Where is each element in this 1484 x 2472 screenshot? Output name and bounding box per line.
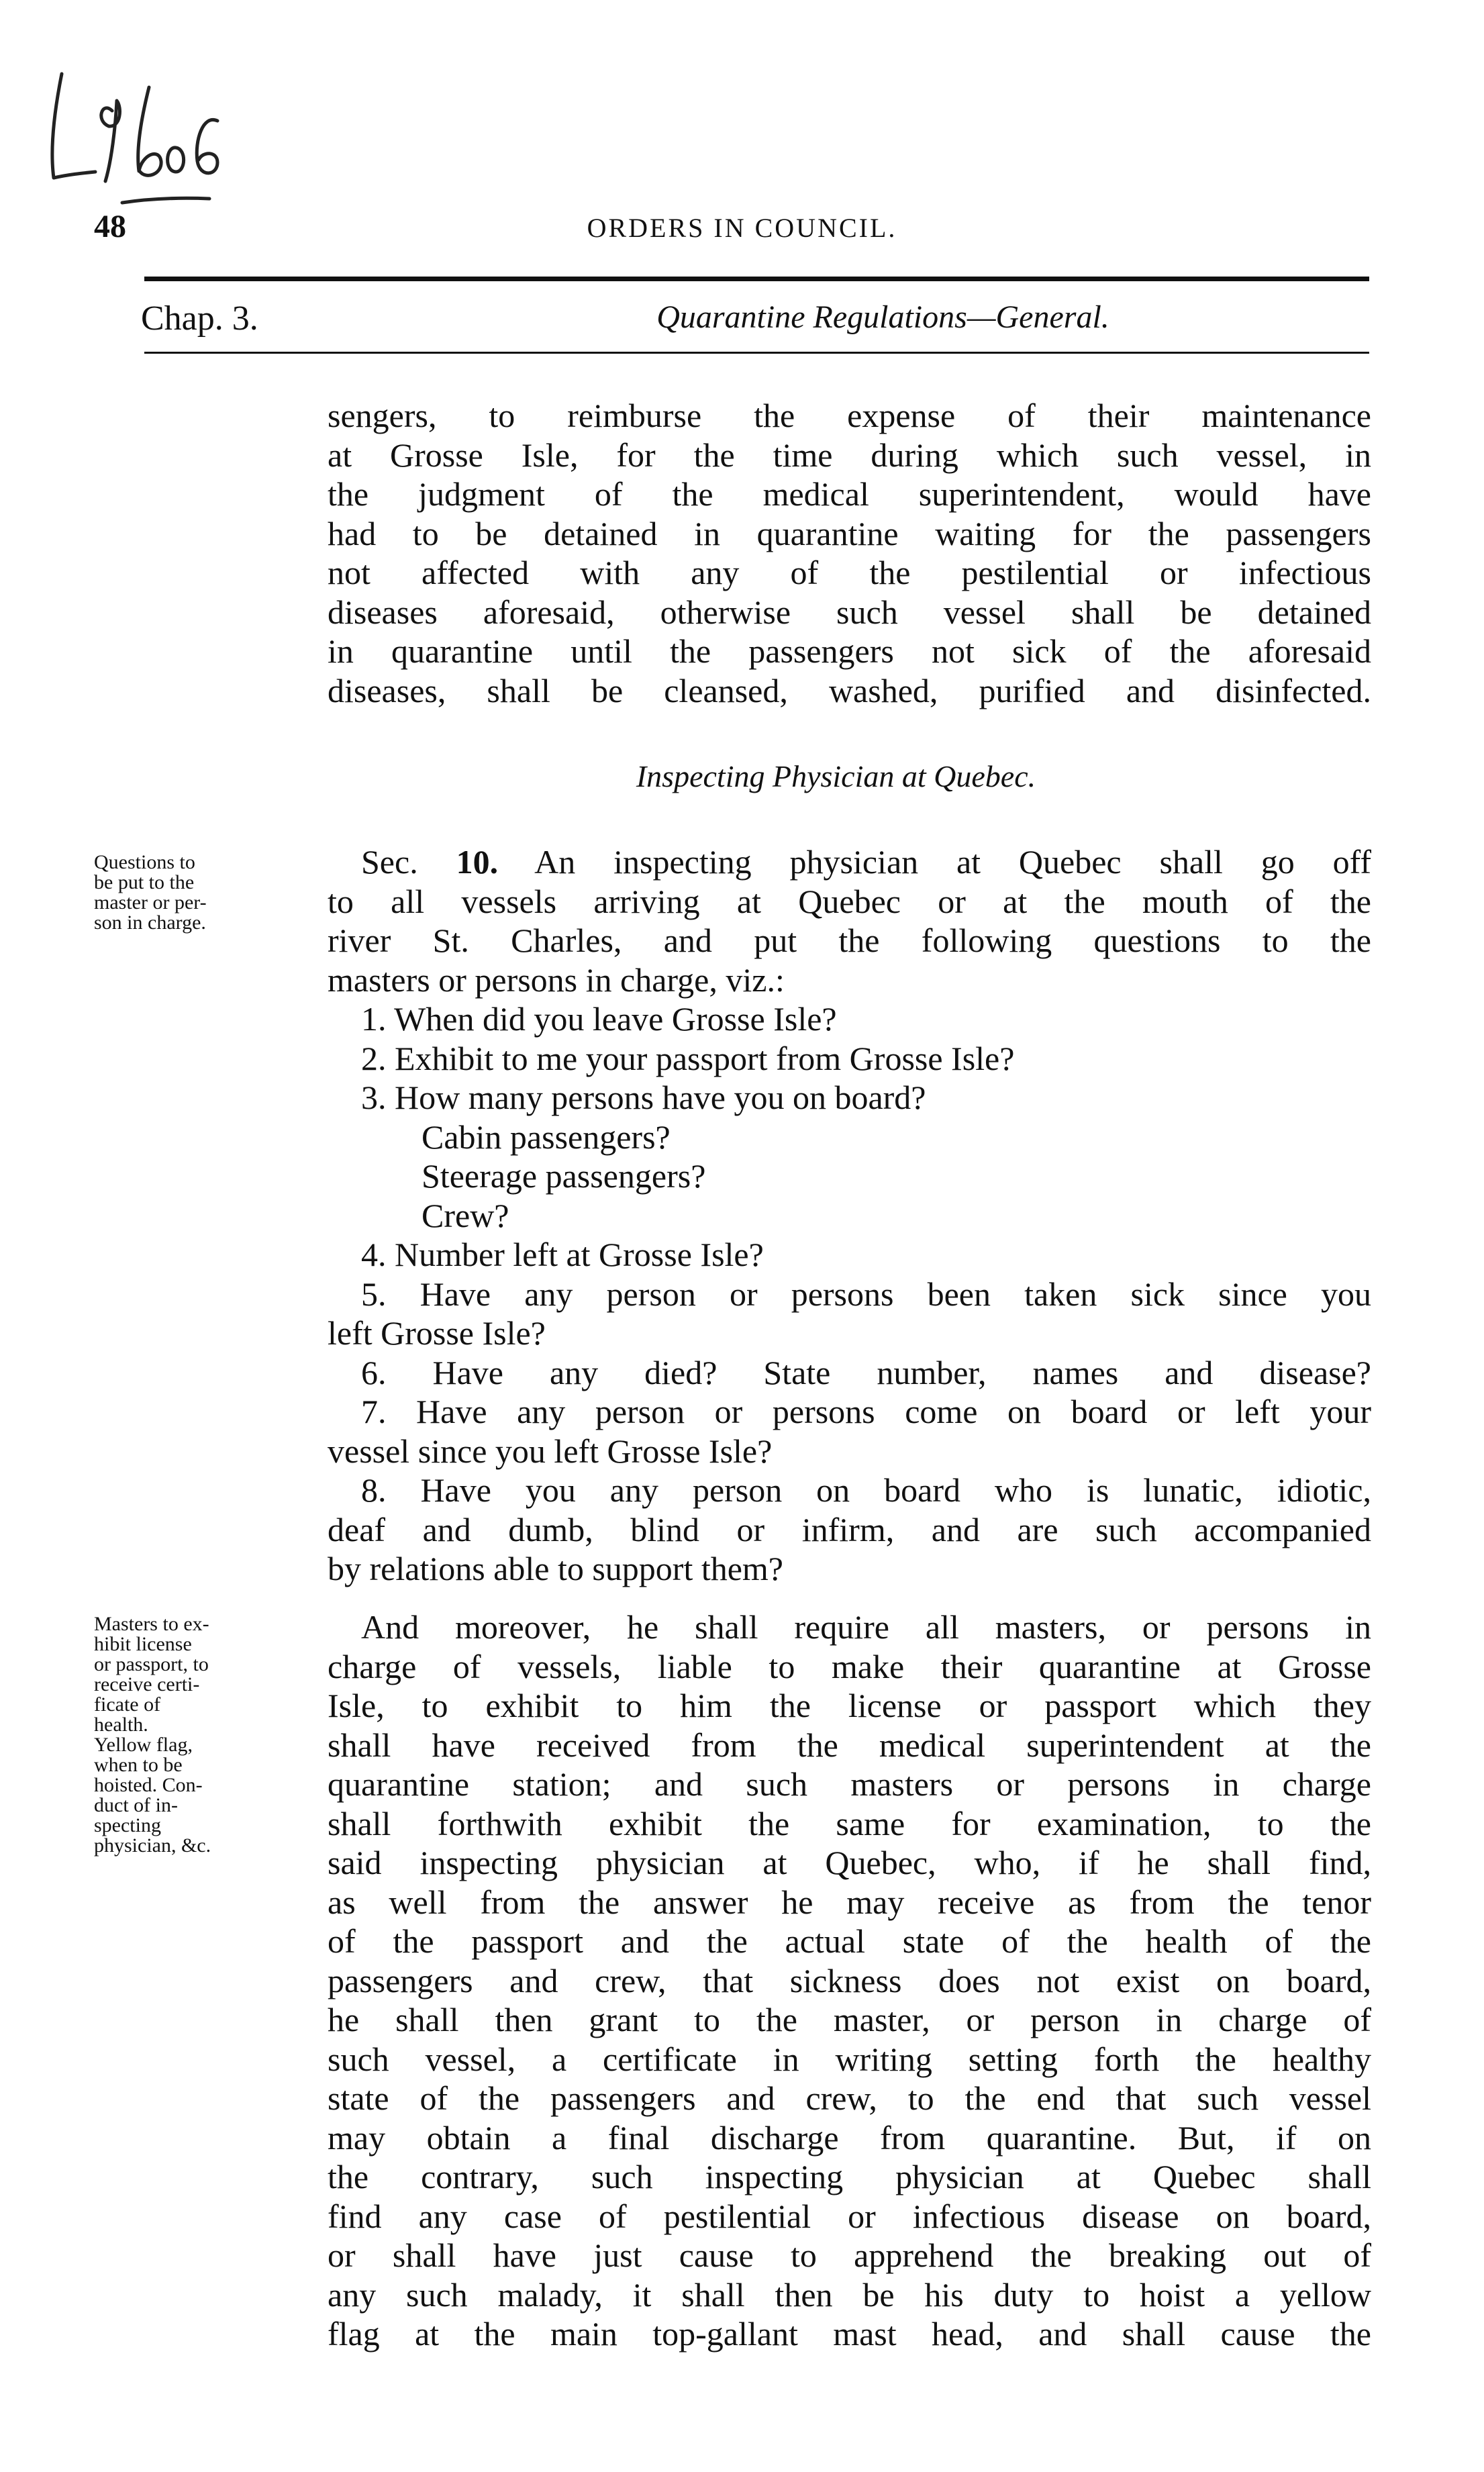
margin-note-line: or passport, to [94, 1653, 209, 1675]
text-line: diseases aforesaid, otherwise such vessel shall be detained [328, 593, 1371, 631]
question-continuation: deaf and dumb, blind or infirm, and are such accompanied [328, 1510, 1371, 1548]
chapter-title: Quarantine Regulations—General. [656, 299, 1109, 335]
text-line: or shall have just cause to apprehend the breaking out of [328, 2236, 1371, 2274]
margin-note-line: when to be [94, 1754, 183, 1776]
margin-note-line: hoisted. Con- [94, 1774, 203, 1796]
text-line: And moreover, he shall require all masters, or persons in [361, 1608, 1371, 1646]
text-line: he shall then grant to the master, or person in charge of [328, 2001, 1371, 2038]
continuation-paragraph [328, 396, 1371, 710]
margin-note-line: specting [94, 1814, 161, 1836]
text-line: find any case of pestilential or infectious disease on board, [328, 2197, 1371, 2235]
question-item: 8. Have you any person on board who is lunatic, idiotic, [361, 1471, 1371, 1509]
margin-note-line: hibit license [94, 1633, 192, 1655]
question-subitem: Crew? [422, 1196, 509, 1234]
text-line: the judgment of the medical superintendent, would have [328, 475, 1371, 513]
page-number: 48 [94, 209, 126, 244]
header-rule-bottom [144, 352, 1369, 354]
text-line: any such malady, it shall then be his duty to hoist a yellow [328, 2275, 1371, 2314]
text-line: diseases, shall be cleansed, washed, purified and disinfected. [328, 671, 1371, 709]
margin-note-questions [94, 852, 326, 933]
question-continuation: vessel since you left Grosse Isle? [328, 1432, 773, 1470]
question-item: 4. Number left at Grosse Isle? [361, 1236, 764, 1273]
text-line: such vessel, a certificate in writing setting forth the healthy [328, 2040, 1371, 2078]
margin-note-line: son in charge. [94, 911, 206, 934]
margin-note-line: Masters to ex- [94, 1613, 209, 1635]
question-subitem: Steerage passengers? [422, 1157, 706, 1195]
moreover-paragraph [328, 1608, 1371, 2354]
text-line: quarantine station; and such masters or persons in charge [328, 1765, 1371, 1803]
text-line: to all vessels arriving at Quebec or at the mouth of the [328, 882, 1371, 920]
question-subitem: Cabin passengers? [422, 1118, 671, 1156]
header-rule-top [144, 277, 1369, 281]
margin-note-line: duct of in- [94, 1794, 178, 1816]
question-continuation: by relations able to support them? [328, 1550, 784, 1587]
text-line: the contrary, such inspecting physician at Quebec shall [328, 2158, 1371, 2195]
text-line: sengers, to reimburse the expense of their maintenance [328, 397, 1371, 434]
question-item: 5. Have any person or persons been taken sick since you [361, 1275, 1371, 1313]
text-line: masters or persons in charge, viz.: [328, 960, 785, 999]
text-line: of the passport and the actual state of the health of the [328, 1922, 1371, 1960]
text-line: as well from the answer he may receive as from the tenor [328, 1883, 1371, 1921]
question-item: 3. How many persons have you on board? [361, 1079, 926, 1116]
running-title: ORDERS IN COUNCIL. [587, 213, 897, 243]
text-line: passengers and crew, that sickness does not exist on board, [328, 1961, 1371, 1999]
text-fragment: An inspecting physician at Quebec shall go off [534, 843, 1372, 881]
section-label: Sec. [361, 843, 418, 881]
text-line: in quarantine until the passengers not sick of the aforesaid [328, 632, 1371, 670]
section-10-first-line [328, 842, 1371, 882]
handwritten-accession-note [42, 47, 236, 208]
text-line: state of the passengers and crew, to the end that such vessel [328, 2079, 1371, 2117]
question-continuation: left Grosse Isle? [328, 1314, 546, 1352]
text-line: Isle, to exhibit to him the license or passport which they [328, 1687, 1371, 1724]
text-line: shall forthwith exhibit the same for examination, to the [328, 1804, 1371, 1842]
section-heading: Inspecting Physician at Quebec. [636, 759, 1036, 793]
question-item: 2. Exhibit to me your passport from Grosse Isle? [361, 1039, 1015, 1077]
text-line: shall have received from the medical superintendent at the [328, 1726, 1371, 1764]
text-line: may obtain a final discharge from quarantine. But, if on [328, 2118, 1371, 2157]
chapter-label: Chap. 3. [141, 299, 258, 338]
text-line: not affected with any of the pestilential or infectious [328, 554, 1371, 591]
text-line: said inspecting physician at Quebec, who, if he shall find, [328, 1844, 1371, 1881]
question-item: 7. Have any person or persons come on board or left your [361, 1393, 1371, 1430]
margin-note-masters [94, 1614, 315, 1856]
text-line: at Grosse Isle, for the time during which such vessel, in [328, 436, 1371, 474]
margin-note-line: Yellow flag, [94, 1734, 193, 1756]
text-line: had to be detained in quarantine waiting for the passengers [328, 514, 1371, 552]
section-10 [328, 842, 1371, 1589]
text-line: river St. Charles, and put the following questions to the [328, 922, 1371, 959]
question-item: 1. When did you leave Grosse Isle? [361, 1000, 837, 1038]
text-line: charge of vessels, liable to make their quarantine at Grosse [328, 1647, 1371, 1685]
text-line: flag at the main top-gallant mast head, and shall cause the [328, 2315, 1371, 2353]
margin-note-line: physician, &c. [94, 1834, 211, 1857]
margin-note-line: be put to the [94, 871, 195, 893]
margin-note-line: Questions to [94, 851, 195, 873]
margin-note-line: master or per- [94, 891, 207, 913]
section-number: 10. [456, 843, 499, 881]
margin-note-line: receive certi- [94, 1673, 200, 1695]
question-item: 6. Have any died? State number, names and disease? [361, 1353, 1371, 1391]
margin-note-line: health. [94, 1714, 148, 1736]
margin-note-line: ficate of [94, 1693, 161, 1716]
